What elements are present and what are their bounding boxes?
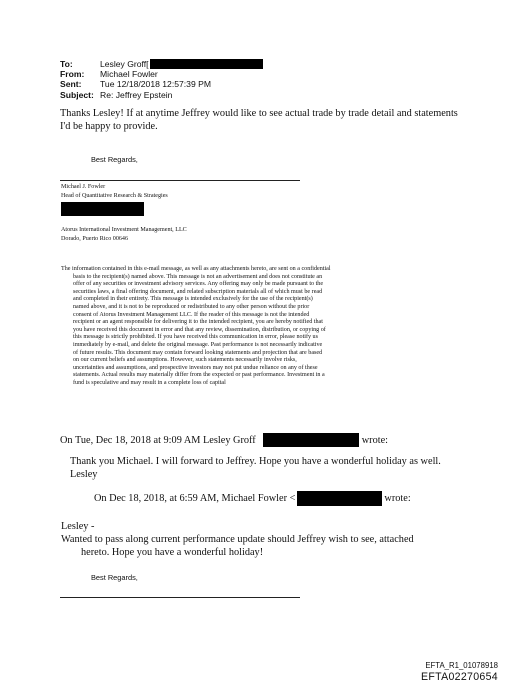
message-line: I'd be happy to provide. — [60, 120, 158, 132]
disclaimer-line: on our current beliefs and assumptions. However, such statements necessarily involve risks, — [73, 357, 297, 364]
quote-line: hereto. Hope you have a wonderful holiday! — [81, 546, 264, 558]
quote-intro: On Dec 18, 2018, at 6:59 AM, Michael Fowler < — [94, 493, 296, 504]
subject-value: Re: Jeffrey Epstein — [100, 89, 173, 100]
bates-number-2: EFTA02270654 — [420, 671, 498, 683]
from-value: Michael Fowler — [100, 69, 158, 80]
message-body — [60, 108, 458, 134]
bates-number-1: EFTA_R1_01078918 — [425, 661, 498, 670]
closing-text: Best Regards, — [91, 573, 138, 582]
disclaimer-line: consent of Atorus Investment Management LLC. If the reader of this message is not the intended — [73, 311, 310, 318]
signature-name: Michael J. Fowler — [61, 184, 106, 190]
redaction-box — [263, 433, 359, 447]
company-name: Atorus International Investment Management, LLC — [61, 227, 187, 233]
to-label: To: — [60, 59, 73, 69]
disclaimer-line: recipient or an agent responsible for delivering it to the intended recipient, you are hereby notified that — [73, 319, 323, 326]
disclaimer-line: immediately by e-mail, and delete the original message. Past performance is not necessarily indicative — [73, 341, 323, 348]
disclaimer-line: basis to the recipient(s) named above. This message is not an advertisement and does not constitute an — [73, 273, 323, 280]
disclaimer-line: uncertainties and assumptions, and prospective investors may not put undue reliance on any of these — [73, 364, 318, 371]
sent-value: Tue 12/18/2018 12:57:39 PM — [100, 79, 212, 90]
disclaimer-line: you have received this document in error and that any review, dissemination, distribution, or copying of — [73, 326, 326, 333]
quote-body-2 — [61, 521, 414, 559]
disclaimer-line: this message is strictly prohibited. If you have received this communication in error, please notify us — [73, 334, 318, 341]
signature-divider — [60, 597, 300, 598]
signature-divider — [60, 180, 300, 181]
quote-line: Thank you Michael. I will forward to Jeffrey. Hope you have a wonderful holiday as well. — [70, 456, 441, 467]
subject-label: Subject: — [60, 89, 94, 100]
quote-wrote: wrote: — [384, 493, 411, 504]
quote-greeting: Lesley - — [61, 521, 95, 532]
quote-intro: On Tue, Dec 18, 2018 at 9:09 AM Lesley Groff — [60, 434, 256, 446]
from-row — [60, 69, 263, 79]
disclaimer-line: of future results. This document may contain forward looking statements and projection that are based — [73, 349, 323, 356]
quote-wrote: wrote: — [361, 434, 389, 446]
quote-header-1 — [60, 433, 388, 447]
company-address: Dorado, Puerto Rico 00646 — [61, 235, 129, 242]
quote-line: Wanted to pass along current performance update should Jeffrey wish to see, attached — [61, 533, 414, 545]
disclaimer-line: securities laws, a final offering document, and related subscription materials all of which must be read — [73, 288, 323, 295]
redaction-box — [150, 59, 263, 69]
disclaimer-line: statements. Actual results may materially differ from the expected or past performance. Investment in a — [73, 372, 325, 379]
from-label: From: — [60, 69, 85, 80]
quote-body-1 — [70, 456, 441, 482]
redaction-box — [297, 491, 382, 506]
to-row — [60, 59, 263, 69]
quote-header-2 — [94, 491, 411, 506]
legal-disclaimer — [61, 266, 457, 388]
signature-block — [61, 183, 168, 200]
disclaimer-line: offer of any securities or investment advisory services. Any offering may only be made pursuant to the — [73, 281, 324, 288]
closing-text: Best Regards, — [91, 155, 138, 164]
subject-row — [60, 90, 263, 100]
disclaimer-lines — [61, 274, 457, 388]
quote-line: Lesley — [70, 468, 98, 480]
disclaimer-line: named above, and it is not to be reproduced or redistributed to any other person without the prior — [73, 303, 310, 310]
sent-label: Sent: — [60, 79, 82, 90]
company-block — [61, 226, 187, 243]
redaction-box — [61, 202, 144, 216]
disclaimer-line: and completed in their entirety. This message is intended exclusively for the use of the recipient(s) — [73, 296, 313, 303]
sent-row — [60, 79, 263, 89]
email-header — [60, 59, 263, 100]
disclaimer-line: fund is speculative and may result in a complete loss of capital — [73, 379, 226, 386]
disclaimer-line: The information contained in this e-mail message, as well as any attachments hereto, are sent on a confidential — [61, 266, 331, 272]
signature-title: Head of Quantitative Research & Strategies — [61, 192, 168, 199]
to-value: Lesley Groff[ — [100, 59, 149, 69]
message-line: Thanks Lesley! If at anytime Jeffrey would like to see actual trade by trade detail and statements — [60, 108, 458, 119]
